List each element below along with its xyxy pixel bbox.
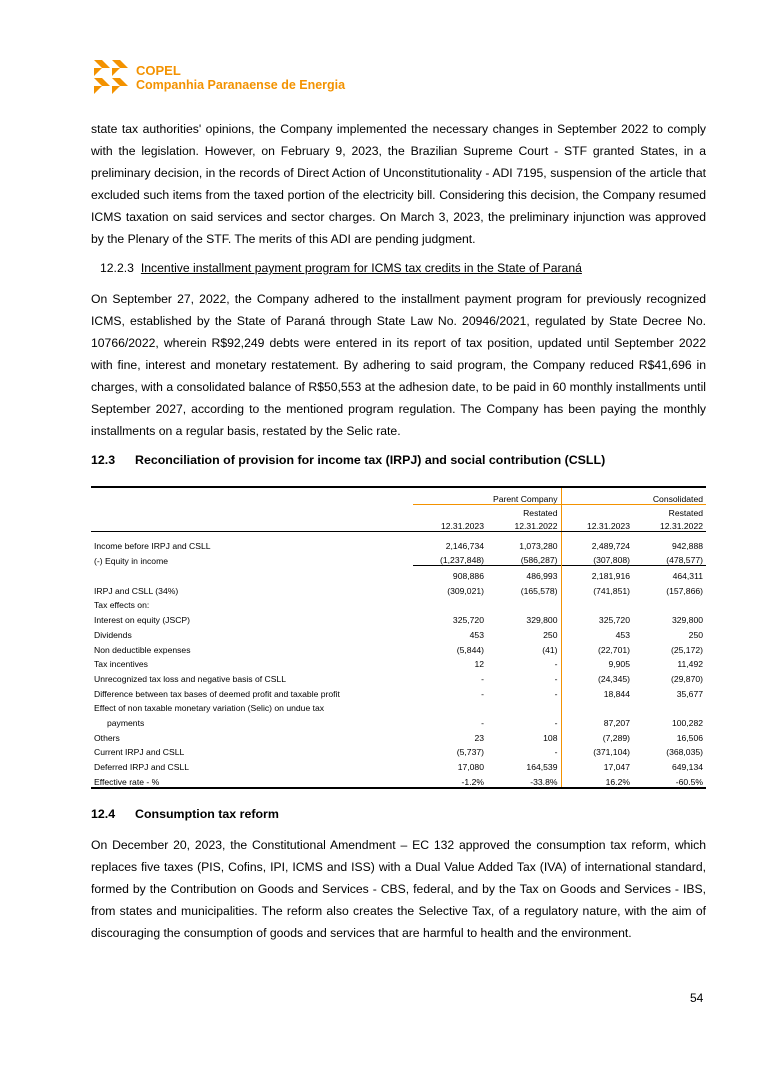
row-label: Effect of non taxable monetary variation (Selic) on undue tax [94,703,325,714]
row-value: (41) [487,640,561,655]
row-value: 108 [487,728,561,743]
row-value: -60.5% [633,772,706,788]
row-value: 329,800 [487,610,561,625]
table-row [91,625,706,640]
row-value: - [481,688,484,699]
row-value: (307,808) [593,555,630,566]
paragraph-icms-decision: state tax authorities' opinions, the Company implemented the necessary changes in September 2022 to comply with the legislation. However, on February 9, 2023, the Brazilian Supreme Court - STF granted States, in a preliminary decision, in the records of Direct Action of Unconstitutionality - ADI 7195, suspension of the article that excluded such items from the taxed portion of the electricity bill. Considering this decision, the Company resumed ICMS taxation on said services and sector charges. On March 3, 2023, the preliminary injunction was approved by the Plenary of the STF. The merits of this ADI are pending judgment. [91,122,706,246]
row-label: payments [107,717,145,728]
row-value: (22,701) [597,644,630,655]
col-date: 12.31.2023 [413,518,487,532]
row-value: 942,888 [671,540,704,551]
row-value: 2,489,724 [591,540,630,551]
row-label: Others [94,732,120,743]
table-row [91,743,706,758]
reconciliation-table [91,486,706,789]
row-label: IRPJ and CSLL (34%) [94,585,179,596]
table-row [91,610,706,625]
row-value [633,596,706,611]
table-row [91,772,706,788]
row-label: Effective rate - % [91,772,413,788]
row-value: 18,844 [603,688,630,699]
row-value: - [481,717,484,728]
row-label: (-) Equity in income [94,555,169,566]
section-12-3-heading [91,453,605,467]
logo-company: Companhia Paranaense de Energia [136,78,346,92]
row-value: 250 [487,625,561,640]
subsection-12-2-3 [100,261,582,275]
row-label: Non deductible expenses [94,644,191,655]
row-value: - [487,655,561,670]
row-value [413,699,487,714]
row-value: - [481,673,484,684]
row-value: - [487,669,561,684]
row-value: (24,345) [597,673,630,684]
row-value: 35,677 [676,688,704,699]
row-value: 250 [688,629,704,640]
row-label: Income before IRPJ and CSLL [94,540,211,551]
copel-logo-icon [93,59,129,95]
row-value: (29,870) [671,673,704,684]
table-row [91,536,706,551]
table-row [91,669,706,684]
table-date-row [91,518,706,532]
row-value: 908,886 [413,566,487,581]
row-value: (5,737) [456,747,484,758]
subsection-title: Incentive installment payment program for ICMS tax credits in the State of Paraná [140,261,582,275]
row-value: 464,311 [633,566,706,581]
row-value: 100,282 [671,717,704,728]
row-value: 2,181,916 [561,566,633,581]
table-row [91,684,706,699]
section-title: Consumption tax reform [135,807,279,821]
logo-wordmark [136,64,345,92]
row-value: (586,287) [487,551,561,566]
table-row [91,655,706,670]
row-value: 1,073,280 [487,536,561,551]
row-value: 649,134 [671,762,704,772]
row-value: 453 [469,629,484,640]
table-restated-row [91,505,706,519]
row-value: - [487,684,561,699]
row-label: Tax incentives [94,659,148,670]
group-parent-company: Parent Company [413,487,561,505]
row-value: - [487,743,561,758]
table-row [91,581,706,596]
row-value [561,596,633,611]
row-value: (25,172) [671,644,704,655]
row-value: 325,720 [452,615,484,626]
table-group-header [91,487,706,505]
row-value [413,596,487,611]
row-label: Current IRPJ and CSLL [94,747,185,758]
row-value: 329,800 [671,615,704,626]
row-value: 486,993 [487,566,561,581]
row-label: Difference between tax bases of deemed profit and taxable profit [94,688,340,699]
row-value: (157,866) [666,585,704,596]
row-value: 87,207 [603,717,630,728]
table-row [91,728,706,743]
row-value: - [487,713,561,728]
row-value: -1.2% [413,772,487,788]
row-value [633,699,706,714]
paragraph-installment-program: On September 27, 2022, the Company adhered to the installment payment program for previously recognized ICMS, established by the State of Paraná through State Law No. 20946/2021, regulated by State Decree No. 10766/2022, wherein R$92,249 debts were entered in its report of tax position, updated until September 2022 with fine, interest and monetary restatement. By adhering to said program, the Company reduced R$41,696 in charges, with a consolidated balance of R$50,553 at the adhesion date, to be paid in 60 monthly installments until September 2027, according to the mentioned program regulation. The Company has been paying the monthly installments on a regular basis, restated by the Selic rate. [91,292,706,438]
row-value: (309,021) [447,585,484,596]
row-value: 325,720 [598,615,630,626]
row-value: (478,577) [666,555,704,566]
row-value: 16.2% [561,772,633,788]
restated-label: Restated [487,505,561,519]
row-value: 17,047 [603,762,630,772]
col-date: 12.31.2022 [487,518,561,532]
row-value: 23 [474,732,484,743]
col-date: 12.31.2022 [633,518,706,532]
group-consolidated: Consolidated [561,487,706,505]
row-value: (165,578) [487,581,561,596]
table-row [91,596,706,611]
paragraph-consumption-tax: On December 20, 2023, the Constitutional Amendment – EC 132 approved the consumption tax reform, which replaces five taxes (PIS, Cofins, IPI, ICMS and ISS) with a Dual Value Added Tax (IVA) of international standard, formed by the Contribution on Goods and Services - CBS, federal, and by the Tax on Goods and Services - IBS, from states and municipalities. The reform also creates the Selective Tax, of a regulatory nature, with the aim of discouraging the consumption of goods and services that are harmful to health and the environment. [91,838,706,940]
row-label: Tax effects on: [94,600,150,611]
table-row [91,713,706,728]
row-value: (7,289) [602,732,630,743]
row-value: (741,851) [593,585,630,596]
subsection-number: 12.2.3 [100,261,134,275]
row-value: 453 [615,629,630,640]
row-label: Interest on equity (JSCP) [94,615,191,626]
row-value: (371,104) [593,747,630,758]
row-value: 164,539 [487,757,561,772]
page-number: 54 [690,991,704,1005]
row-label: Dividends [94,629,132,640]
row-label: Unrecognized tax loss and negative basis of CSLL [94,673,287,684]
row-value [487,596,561,611]
row-value: 9,905 [608,659,630,670]
row-value: 12 [474,659,484,670]
row-label: Deferred IRPJ and CSLL [94,762,190,772]
col-date: 12.31.2023 [561,518,633,532]
row-value: (1,237,848) [440,555,484,566]
row-value: (368,035) [666,747,704,758]
row-value [561,699,633,714]
row-value: 11,492 [677,659,704,670]
table-row [91,566,706,581]
row-value: (5,844) [456,644,484,655]
section-12-4-heading [91,807,279,821]
row-value: 2,146,734 [445,540,484,551]
table-row [91,640,706,655]
section-number: 12.3 [91,453,116,467]
table-row [91,551,706,566]
row-label [91,566,413,581]
table-row [91,699,706,714]
row-value: 16,506 [676,732,704,743]
section-number: 12.4 [91,807,116,821]
row-value: -33.8% [487,772,561,788]
logo-brand: COPEL [136,63,181,78]
table-row [91,757,706,772]
row-value [487,699,561,714]
section-title: Reconciliation of provision for income tax (IRPJ) and social contribution (CSLL) [135,453,606,467]
restated-label: Restated [668,508,704,518]
row-value: 17,080 [457,762,484,772]
